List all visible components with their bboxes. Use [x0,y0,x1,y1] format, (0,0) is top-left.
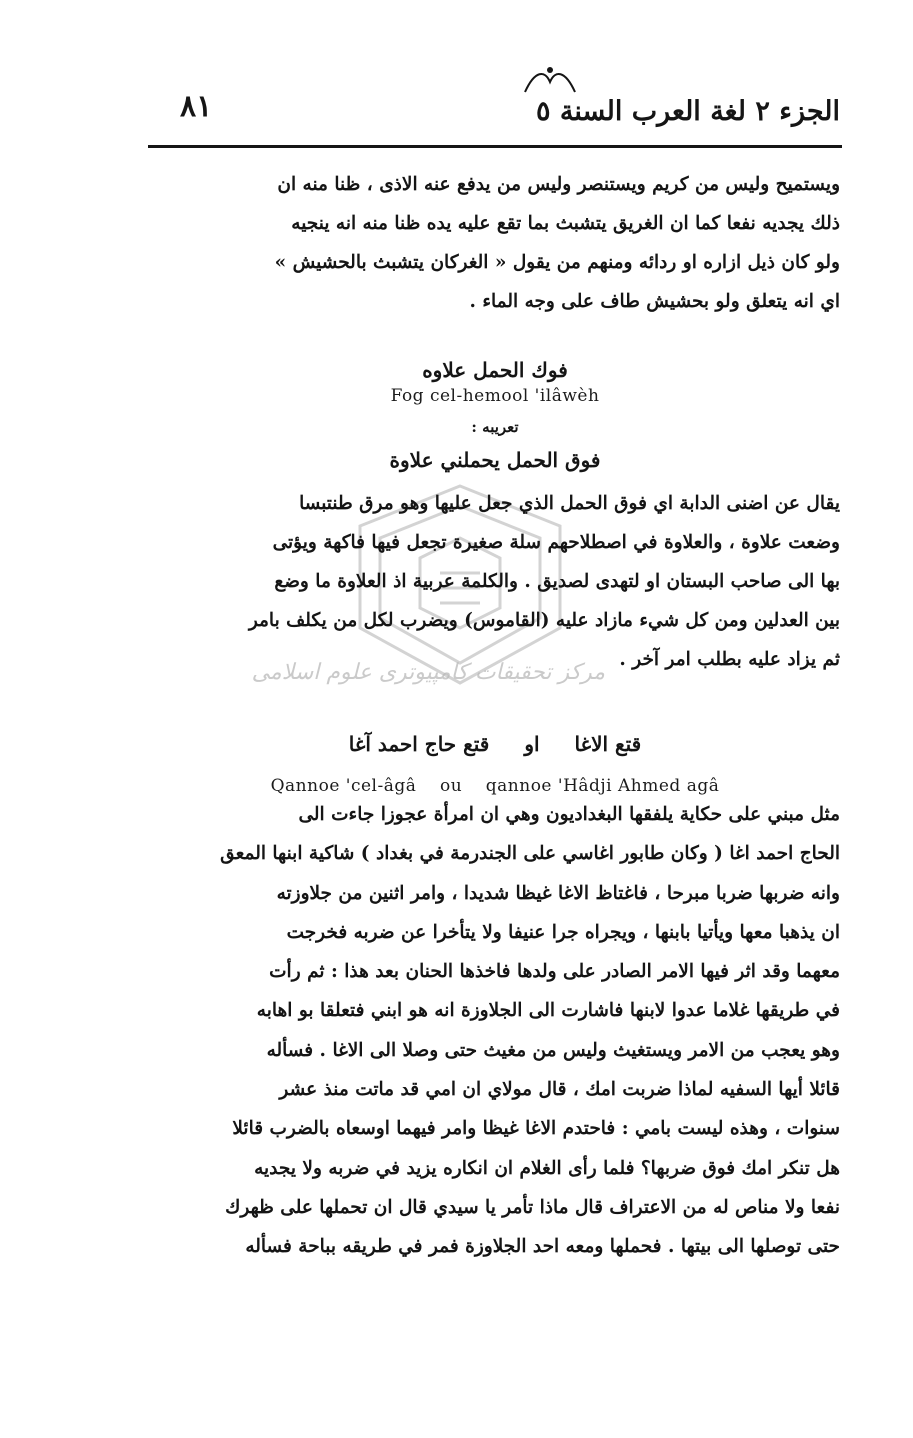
text-line: ثم يزاد عليه بطلب امر آخر . [619,649,840,670]
proverb-2-connector: او [524,732,540,756]
text-line: بين العدلين ومن كل شيء مازاد عليه (القاموس) ويضرب لكل من يكلف بامر [248,610,840,631]
paragraph-1 [150,165,840,321]
watermark-text: مرکز تحقیقات کامپیوتری علوم اسلامی [251,660,605,685]
proverb-1-label: تعريبه : [471,418,519,436]
journal-title: الجزء ٢ لغة العرب السنة ٥ [535,96,840,127]
ornament-icon [515,62,585,96]
text-line: قائلا أيها السفيه لماذا ضربت امك ، قال مولاي ان امي قد ماتت منذ عشر [279,1079,840,1101]
text-line: ان يذهبا معها ويأتيا بابنها ، ويجراه جرا عنيفا ولا يتأخرا عن ضربه فخرجت [286,921,840,943]
text-line: يقال عن اضنى الدابة اي فوق الحمل الذي جعل عليها وهو مرق طنتبسا [299,493,840,514]
text-line: هل تنكر امك فوق ضربها؟ فلما رأى الغلام ان انكاره يزيد في ضربه ولا يجديه [254,1157,840,1179]
text-line: معهما وقد اثر فيها الامر الصادر على ولدها فاخذها الحنان بعد هذا : ثم رأت [269,961,840,983]
paragraph-2 [150,484,840,679]
text-line: ذلك يجديه نفعا كما ان الغريق يتشبث بما تقع عليه يده ظنا منه انه ينجيه [291,213,840,234]
proverb-1-arabic: فوك الحمل علاوه [422,358,568,382]
text-line: في طريقها غلاما عدوا لابنها فاشارت الى الجلاوزة انه هو ابني فتعلقا بو اهابه [256,1000,840,1022]
proverb-2-transliteration: Qannoe 'cel-âgâ ou qannoe 'Hâdji Ahmed agâ [270,776,720,796]
paragraph-3 [150,795,840,1267]
text-line: وانه ضربها ضربا مبرحا ، فاغتاظ الاغا غيظا شديدا ، وامر اثنين من جلاوزته [276,882,840,904]
text-line: بها الى صاحب البستان او لتهدى لصديق . والكلمة عربية اذ العلاوة ما وضع [274,571,840,592]
text-line: نفعا ولا مناص له من الاعتراف قال ماذا تأمر يا سيدي قال ان تحملها على ظهرك [225,1196,840,1218]
text-line: مثل مبني على حكاية يلفقها البغداديون وهي ان امرأة عجوزا جاءت الى [298,804,840,825]
proverb-1-transliteration: Fog cel-hemool 'ilâwèh [390,386,600,406]
page-number: ٨١ [180,89,213,124]
proverb-2-variant-a: قتع الاغا [574,732,642,756]
text-line: اي انه يتعلق ولو بحشيش طاف على وجه الماء . [469,291,840,312]
proverb-1-standard-arabic: فوق الحمل يحملني علاوة [389,448,601,472]
text-line: وهو يعجب من الامر ويستغيث وليس من مغيث حتى وصلا الى الاغا . فسأله [266,1039,840,1061]
running-head [150,62,840,142]
proverb-2-arabic [150,732,840,756]
proverb-2-variant-b: قتع حاج احمد آغا [348,732,490,756]
text-line: ويستميح وليس من كريم ويستنصر وليس من يدفع عنه الاذى ، ظنا منه ان [277,174,840,195]
header-divider [148,145,842,148]
text-line: سنوات ، وهذه ليست بامي : فاحتدم الاغا غيظا وامر فيهما اوسعاه بالضرب قائلا [232,1118,840,1140]
text-line: وضعت علاوة ، والعلاوة في اصطلاحهم سلة صغيرة تجعل فيها فاكهة ويؤتى [272,532,840,553]
text-line: الحاج احمد اغا ( وكان طابور اغاسي على الجندرمة في بغداد ) شاكية ابنها المعق [220,843,840,865]
text-line: ولو كان ذيل ازاره او ردائه ومنهم من يقول « الغركان يتشبث بالحشيش » [274,252,840,273]
text-line: حتى توصلها الى بيتها . فحملها ومعه احد الجلاوزة فمر في طريقه بباحة فسأله [245,1236,840,1258]
